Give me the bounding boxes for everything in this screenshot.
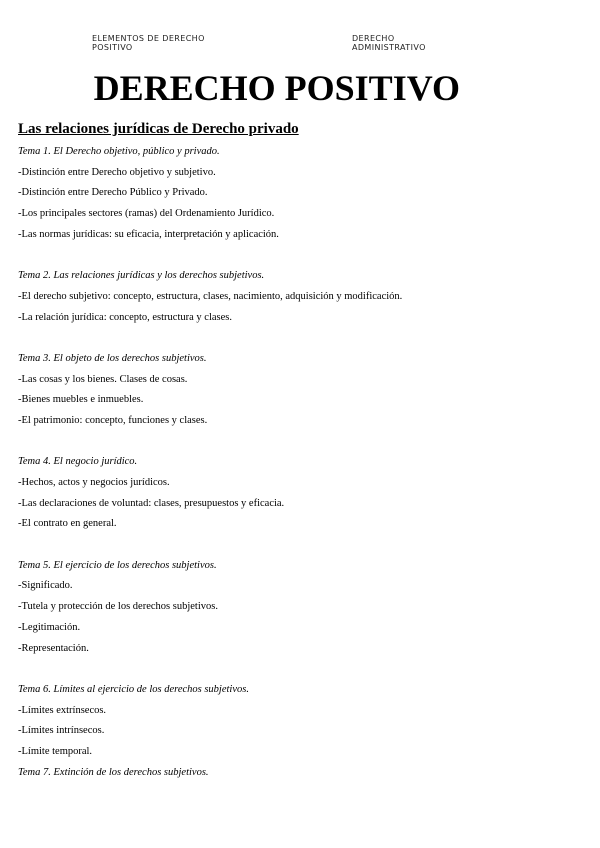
list-item: -El contrato en general. <box>18 518 117 530</box>
list-item: -El patrimonio: concepto, funciones y clases. <box>18 414 208 426</box>
list-item: -Distinción entre Derecho objetivo y subjetivo. <box>18 166 216 178</box>
list-item: -Las normas jurídicas: su eficacia, interpretación y aplicación. <box>18 228 279 240</box>
list-item: -Hechos, actos y negocios jurídicos. <box>18 477 170 488</box>
spacer <box>18 245 588 266</box>
list-item: -Límites extrínsecos. <box>18 704 107 716</box>
header-right-line1: DERECHO <box>352 34 395 43</box>
list-item: -El derecho subjetivo: concepto, estructura, clases, nacimiento, adquisición y modificación. <box>18 290 403 302</box>
tema-heading: Tema 4. El negocio jurídico. <box>18 456 138 468</box>
list-item: -Distinción entre Derecho Público y Privado. <box>18 187 208 199</box>
list-item: -La relación jurídica: concepto, estructura y clases. <box>18 311 232 323</box>
header-right <box>352 34 426 52</box>
tema-heading: Tema 7. Extinción de los derechos subjetivos. <box>18 766 209 778</box>
spacer <box>18 328 588 349</box>
list-item: -Representación. <box>18 642 89 654</box>
list-item: -Las declaraciones de voluntad: clases, presupuestos y eficacia. <box>18 497 285 509</box>
list-item: -Las cosas y los bienes. Clases de cosas. <box>18 373 188 385</box>
header-left-line1: ELEMENTOS DE DERECHO <box>92 34 205 43</box>
header-left-line2: POSITIVO <box>92 43 133 52</box>
header-left <box>92 34 205 52</box>
spacer <box>18 432 588 453</box>
list-item: -Los principales sectores (ramas) del Ordenamiento Jurídico. <box>18 208 275 220</box>
list-item: -Bienes muebles e inmuebles. <box>18 394 144 406</box>
spacer <box>18 659 588 680</box>
list-item: -Tutela y protección de los derechos subjetivos. <box>18 601 218 613</box>
document-body <box>18 119 588 783</box>
tema-heading: Tema 5. El ejercicio de los derechos subjetivos. <box>18 559 217 571</box>
list-item: -Límites intrínsecos. <box>18 725 105 737</box>
section-title: Las relaciones jurídicas de Derecho privado <box>18 121 299 137</box>
spacer <box>18 535 588 556</box>
header-right-line2: ADMINISTRATIVO <box>352 43 426 52</box>
tema-heading: Tema 1. El Derecho objetivo, público y privado. <box>18 146 220 157</box>
page-title: DERECHO POSITIVO <box>93 68 460 108</box>
tema-heading: Tema 3. El objeto de los derechos subjetivos. <box>18 352 207 364</box>
list-item: -Límite temporal. <box>18 745 93 757</box>
tema-heading: Tema 6. Límites al ejercicio de los derechos subjetivos. <box>18 683 249 695</box>
tema-heading: Tema 2. Las relaciones jurídicas y los derechos subjetivos. <box>18 270 265 282</box>
list-item: -Legitimación. <box>18 621 81 633</box>
list-item: -Significado. <box>18 580 73 592</box>
